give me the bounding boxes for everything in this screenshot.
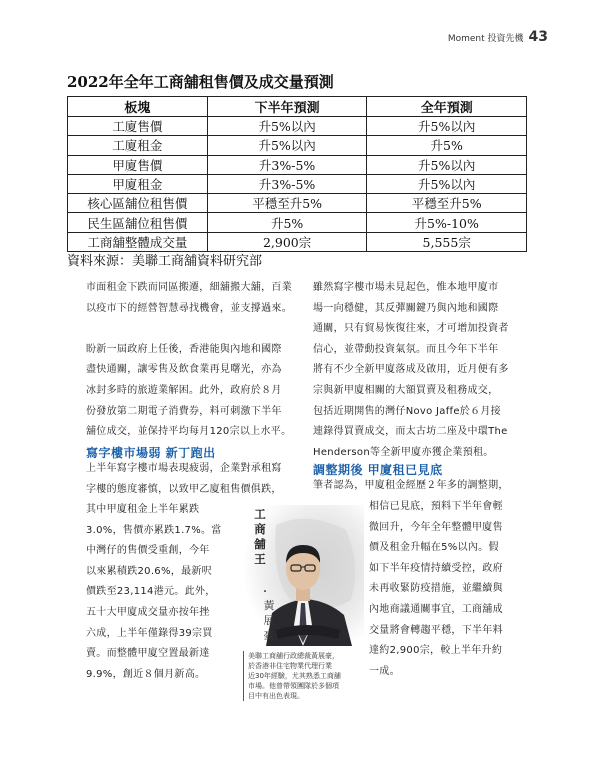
- magazine-name: Moment 投資先機: [447, 34, 524, 44]
- text-line: 盼新一屆政府上任後，香港能與內地和國際: [86, 343, 282, 355]
- table-cell: 升5%: [207, 213, 367, 232]
- caption-line: 目中有出色表現。: [248, 692, 304, 700]
- table-row: [68, 213, 527, 232]
- table-row: [68, 232, 527, 251]
- caption-line: 美聯工商舖行政總裁黃展豪，: [248, 652, 339, 660]
- profile-caption: [243, 651, 355, 701]
- table-cell: 民生區舖位租售價: [68, 213, 208, 232]
- text-line: 未再收緊防疫措施，並繼續與: [369, 583, 503, 595]
- table-cell: 升3%-5%: [207, 155, 367, 174]
- text-line: 如下半年疫情持續受控，政府: [369, 562, 503, 574]
- table-header-row: [68, 97, 527, 117]
- text-line: 市面租金下跌而同區搬遷，細舖搬大舖，百業: [86, 282, 292, 293]
- text-line: 信心，並帶動投資氣氛。而且今年下半年: [313, 343, 499, 355]
- table-row: [68, 155, 527, 174]
- table-row: [68, 174, 527, 193]
- text-line: 相信已見底，預料下半年會輕: [369, 501, 503, 512]
- column-header: 下半年預測: [207, 97, 367, 117]
- table-cell: 甲廈租金: [68, 174, 208, 193]
- text-line: 包括近期開售的灣仔Novo Jaffe於６月接: [313, 405, 501, 417]
- table-row: [68, 117, 527, 136]
- text-line: 六成，上半年僅錄得39宗買: [86, 627, 213, 639]
- table-cell: 升5%: [367, 136, 527, 155]
- text-line: 上半年寫字樓市場表現疲弱，企業對承租寫: [86, 463, 282, 474]
- table-cell: 工廈售價: [68, 117, 208, 136]
- text-line: 宗與新甲廈相關的大額買賣及租務成交，: [313, 384, 499, 396]
- caption-line: 市場。他曾帶領團隊於多個項: [248, 682, 339, 690]
- text-line: 9.9%，創近８個月新高。: [86, 668, 206, 680]
- table-title: 2022年全年工商舖租售價及成交量預測: [67, 73, 334, 91]
- text-line: 賣。而整體甲廈空置最新達: [86, 648, 210, 660]
- text-line: 一成。: [369, 665, 400, 677]
- table-cell: 升5%以內: [207, 136, 367, 155]
- text-line: 將有不少全新甲廈落成及啟用，近月便有多: [313, 364, 509, 376]
- text-line: 達約2,900宗，較上半年升約: [369, 645, 503, 657]
- article-left-narrow: [86, 500, 234, 685]
- text-line: 微回升，今年全年整體甲廈售: [369, 521, 503, 533]
- page-header: [448, 29, 548, 45]
- text-line: 以來累積跌20.6%，最新呎: [86, 565, 212, 577]
- text-line: 字樓的態度審慎，以致甲乙廈租售價俱跌，: [86, 483, 282, 495]
- subheading-grade-a-rent: 調整期後 甲廈租已見底: [313, 463, 443, 477]
- table-cell: 5,555宗: [367, 232, 527, 251]
- table-source: 資料來源：美聯工商舖資料研究部: [67, 254, 263, 269]
- text-line: 舖位成交，並保持平均每月120宗以上水平。: [86, 426, 292, 438]
- text-line: 價跌至23,114港元。此外，: [86, 586, 216, 598]
- article-left-mid: [86, 459, 304, 500]
- text-line: 五十大甲廈成交量亦按年挫: [86, 606, 210, 618]
- table-cell: 升5%以內: [207, 117, 367, 136]
- text-line: 內地商議通關事宜，工商舖成: [369, 603, 503, 615]
- text-line: 場一向穩健，其反彈關鍵乃與內地和國際: [313, 302, 499, 314]
- page-number: 43: [528, 29, 548, 45]
- caption-line: 近30年經驗，尤其熟悉工商舖: [248, 672, 341, 680]
- column-header: 全年預測: [367, 97, 527, 117]
- table-cell: 核心區舖位租售價: [68, 194, 208, 213]
- text-line: 以疫市下的經營智慧尋找機會，並支撐過來。: [86, 302, 292, 314]
- text-line: 盡快通關，讓零售及飲食業再見曙光，亦為: [86, 364, 282, 376]
- article-right-narrow: [369, 497, 535, 682]
- text-line: 連錄得買賣成交，而太古坊二座及中環The: [313, 426, 508, 438]
- profile-name-vertical: 工商舖王: [254, 507, 266, 566]
- table-cell: 升5%以內: [367, 155, 527, 174]
- text-line: 通關，只有貿易恢復往來，才可增加投資者: [313, 323, 509, 335]
- subheading-office-market: 寫字樓市場弱 新丁跑出: [86, 446, 216, 460]
- text-line: 價及租金升幅在5%以內。假: [369, 542, 499, 554]
- table-cell: 平穩至升5%: [367, 194, 527, 213]
- caption-line: 於香港非住宅物業代理行業: [248, 662, 332, 670]
- table-cell: 2,900宗: [207, 232, 367, 251]
- table-cell: 升5%-10%: [367, 213, 527, 232]
- profile-title-vertical: 黃展豪: [263, 599, 275, 642]
- table-row: [68, 194, 527, 213]
- text-line: 3.0%，售價亦累跌1.7%。當: [86, 524, 222, 536]
- table-cell: 平穩至升5%: [207, 194, 367, 213]
- table-cell: 工商舖整體成交量: [68, 232, 208, 251]
- article-left-top: [86, 278, 304, 443]
- text-line: 筆者認為，甲廈租金經歷２年多的調整期，: [313, 480, 509, 491]
- text-line: 冰封多時的旅遊業解困。此外，政府於８月: [86, 384, 282, 396]
- text-line: 中灣仔的售價受重創，今年: [86, 545, 210, 557]
- table-cell: 升5%以內: [367, 174, 527, 193]
- column-header: 板塊: [68, 97, 208, 117]
- forecast-table: [67, 96, 527, 252]
- table-cell: 工廈租金: [68, 136, 208, 155]
- article-right-top: [313, 278, 535, 463]
- profile-name-separator: ・: [260, 587, 270, 598]
- text-line: 交量將會轉趨平穩，下半年料: [369, 624, 503, 636]
- article-right-mid: [313, 476, 535, 497]
- table-cell: 升3%-5%: [207, 174, 367, 193]
- text-line: 份發放第二期電子消費券，料可刺激下半年: [86, 405, 282, 417]
- text-line: Henderson等全新甲廈亦獲企業預租。: [313, 446, 494, 458]
- table-row: [68, 136, 527, 155]
- table-cell: 甲廈售價: [68, 155, 208, 174]
- text-line: 其中甲廈租金上半年累跌: [86, 504, 200, 515]
- table-cell: 升5%以內: [367, 117, 527, 136]
- text-line: 雖然寫字樓市場未見起色，惟本地甲廈市: [313, 282, 499, 293]
